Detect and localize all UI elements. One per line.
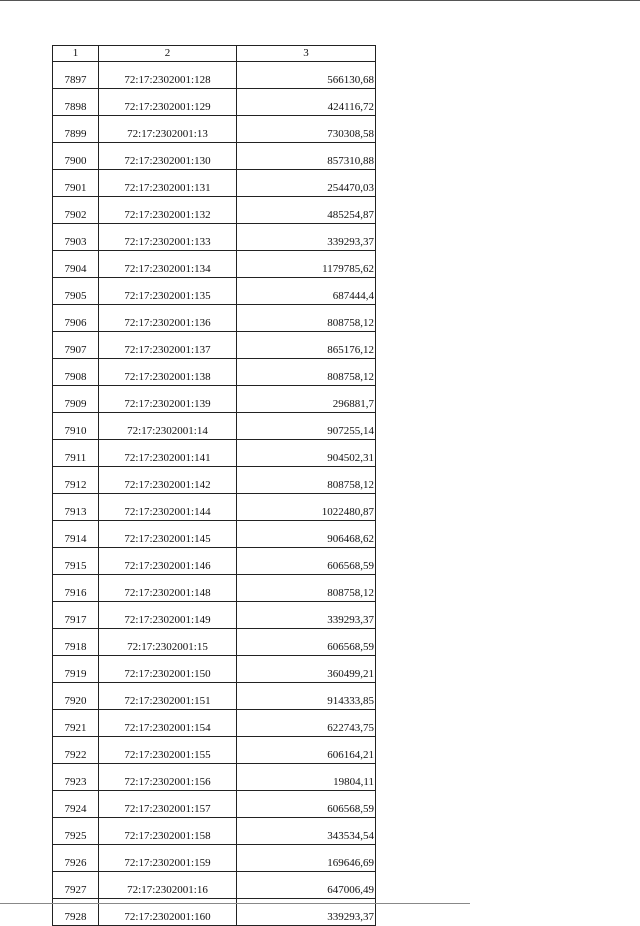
table-row [53, 872, 376, 899]
row-number: 7903 [53, 224, 99, 251]
cadastral-value: 339293,37 [237, 602, 376, 629]
cadastral-value: 566130,68 [237, 62, 376, 89]
cadastral-number: 72:17:2302001:15 [99, 629, 237, 656]
cadastral-value: 730308,58 [237, 116, 376, 143]
cadastral-value: 914333,85 [237, 683, 376, 710]
row-number: 7900 [53, 143, 99, 170]
cadastral-value: 808758,12 [237, 575, 376, 602]
row-number: 7913 [53, 494, 99, 521]
cadastral-value: 254470,03 [237, 170, 376, 197]
cadastral-value: 339293,37 [237, 224, 376, 251]
cadastral-value: 647006,49 [237, 872, 376, 899]
cadastral-number: 72:17:2302001:131 [99, 170, 237, 197]
cadastral-value: 808758,12 [237, 467, 376, 494]
cadastral-value: 296881,7 [237, 386, 376, 413]
row-number: 7911 [53, 440, 99, 467]
table-row [53, 278, 376, 305]
cadastral-number: 72:17:2302001:148 [99, 575, 237, 602]
cadastral-value: 343534,54 [237, 818, 376, 845]
table-row [53, 764, 376, 791]
cadastral-value: 424116,72 [237, 89, 376, 116]
row-number: 7901 [53, 170, 99, 197]
cadastral-value: 907255,14 [237, 413, 376, 440]
table-row [53, 683, 376, 710]
cadastral-value: 169646,69 [237, 845, 376, 872]
table-header-row [53, 46, 376, 62]
cadastral-number: 72:17:2302001:158 [99, 818, 237, 845]
table-row [53, 710, 376, 737]
table-row [53, 62, 376, 89]
cadastral-value: 606568,59 [237, 791, 376, 818]
cadastral-number: 72:17:2302001:13 [99, 116, 237, 143]
cadastral-number: 72:17:2302001:139 [99, 386, 237, 413]
cadastral-number: 72:17:2302001:136 [99, 305, 237, 332]
cadastral-number: 72:17:2302001:146 [99, 548, 237, 575]
row-number: 7898 [53, 89, 99, 116]
table-row [53, 143, 376, 170]
row-number: 7909 [53, 386, 99, 413]
cadastral-value: 19804,11 [237, 764, 376, 791]
row-number: 7912 [53, 467, 99, 494]
row-number: 7921 [53, 710, 99, 737]
cadastral-value: 865176,12 [237, 332, 376, 359]
row-number: 7926 [53, 845, 99, 872]
table-row [53, 170, 376, 197]
table-row [53, 521, 376, 548]
row-number: 7928 [53, 899, 99, 926]
table-row [53, 575, 376, 602]
cadastral-value: 808758,12 [237, 305, 376, 332]
table-row [53, 494, 376, 521]
cadastral-number: 72:17:2302001:134 [99, 251, 237, 278]
table-row [53, 224, 376, 251]
cadastral-value: 360499,21 [237, 656, 376, 683]
table-row [53, 602, 376, 629]
table-body [53, 62, 376, 926]
table-row [53, 845, 376, 872]
cadastral-value: 808758,12 [237, 359, 376, 386]
row-number: 7927 [53, 872, 99, 899]
row-number: 7916 [53, 575, 99, 602]
cadastral-value: 622743,75 [237, 710, 376, 737]
table-row [53, 251, 376, 278]
row-number: 7920 [53, 683, 99, 710]
cadastral-number: 72:17:2302001:142 [99, 467, 237, 494]
table-row [53, 440, 376, 467]
cadastral-number: 72:17:2302001:151 [99, 683, 237, 710]
cadastral-value: 1022480,87 [237, 494, 376, 521]
cadastral-value: 904502,31 [237, 440, 376, 467]
cadastral-number: 72:17:2302001:141 [99, 440, 237, 467]
table-row [53, 359, 376, 386]
table-row [53, 467, 376, 494]
row-number: 7918 [53, 629, 99, 656]
row-number: 7915 [53, 548, 99, 575]
row-number: 7904 [53, 251, 99, 278]
cadastral-value: 339293,37 [237, 899, 376, 926]
cadastral-value: 906468,62 [237, 521, 376, 548]
row-number: 7899 [53, 116, 99, 143]
row-number: 7914 [53, 521, 99, 548]
cadastral-number: 72:17:2302001:157 [99, 791, 237, 818]
cadastral-number: 72:17:2302001:145 [99, 521, 237, 548]
cadastral-value: 485254,87 [237, 197, 376, 224]
table-row [53, 332, 376, 359]
column-header-2: 2 [99, 46, 237, 62]
cadastral-number: 72:17:2302001:155 [99, 737, 237, 764]
row-number: 7907 [53, 332, 99, 359]
cadastral-number: 72:17:2302001:128 [99, 62, 237, 89]
cadastral-value: 1179785,62 [237, 251, 376, 278]
row-number: 7923 [53, 764, 99, 791]
cadastral-number: 72:17:2302001:137 [99, 332, 237, 359]
table-row [53, 197, 376, 224]
cadastral-number: 72:17:2302001:16 [99, 872, 237, 899]
cadastral-number: 72:17:2302001:150 [99, 656, 237, 683]
cadastral-value: 687444,4 [237, 278, 376, 305]
cadastral-number: 72:17:2302001:130 [99, 143, 237, 170]
cadastral-number: 72:17:2302001:154 [99, 710, 237, 737]
table-row [53, 791, 376, 818]
row-number: 7925 [53, 818, 99, 845]
row-number: 7905 [53, 278, 99, 305]
document-page [52, 45, 376, 926]
page-bottom-edge [0, 903, 470, 904]
row-number: 7919 [53, 656, 99, 683]
row-number: 7906 [53, 305, 99, 332]
cadastral-number: 72:17:2302001:149 [99, 602, 237, 629]
table-row [53, 413, 376, 440]
row-number: 7910 [53, 413, 99, 440]
table-row [53, 629, 376, 656]
cadastral-number: 72:17:2302001:135 [99, 278, 237, 305]
cadastral-number: 72:17:2302001:132 [99, 197, 237, 224]
cadastral-number: 72:17:2302001:156 [99, 764, 237, 791]
cadastral-number: 72:17:2302001:14 [99, 413, 237, 440]
cadastral-number: 72:17:2302001:144 [99, 494, 237, 521]
table-row [53, 305, 376, 332]
row-number: 7908 [53, 359, 99, 386]
table-row [53, 818, 376, 845]
row-number: 7902 [53, 197, 99, 224]
cadastral-number: 72:17:2302001:159 [99, 845, 237, 872]
cadastral-value: 857310,88 [237, 143, 376, 170]
cadastral-number: 72:17:2302001:129 [99, 89, 237, 116]
cadastral-value: 606164,21 [237, 737, 376, 764]
cadastral-number: 72:17:2302001:138 [99, 359, 237, 386]
row-number: 7897 [53, 62, 99, 89]
row-number: 7922 [53, 737, 99, 764]
cadastral-value: 606568,59 [237, 629, 376, 656]
page-top-edge [0, 0, 640, 1]
table-row [53, 737, 376, 764]
column-header-1: 1 [53, 46, 99, 62]
table-row [53, 548, 376, 575]
row-number: 7917 [53, 602, 99, 629]
cadastral-value: 606568,59 [237, 548, 376, 575]
cadastral-number: 72:17:2302001:160 [99, 899, 237, 926]
table-row [53, 656, 376, 683]
table-row [53, 89, 376, 116]
column-header-3: 3 [237, 46, 376, 62]
cadastral-value-table [52, 45, 376, 926]
cadastral-number: 72:17:2302001:133 [99, 224, 237, 251]
table-row [53, 386, 376, 413]
table-row [53, 116, 376, 143]
row-number: 7924 [53, 791, 99, 818]
